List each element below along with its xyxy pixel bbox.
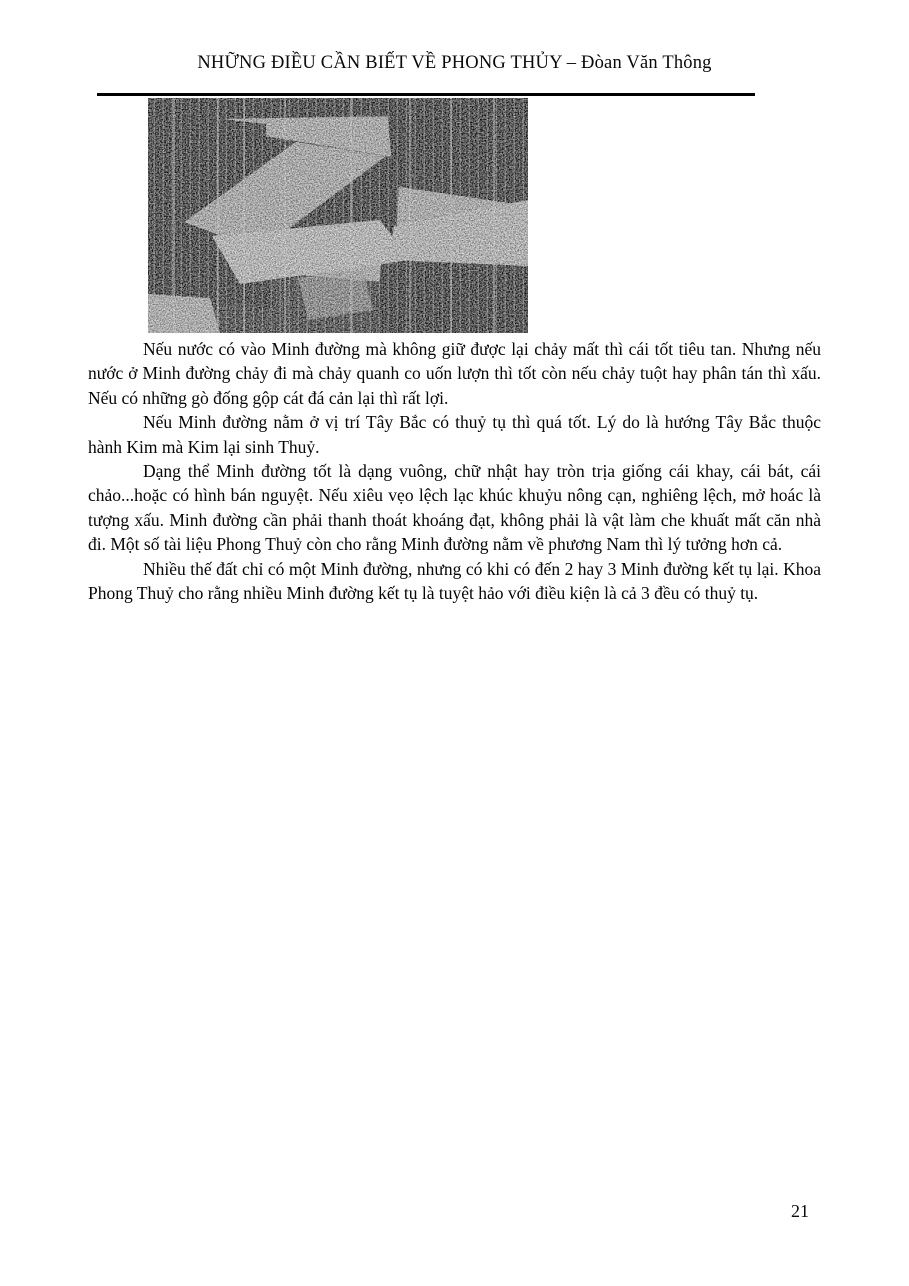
photo-image: [148, 98, 528, 333]
photo-figure: [148, 98, 528, 333]
paragraph-3: Dạng thể Minh đường tốt là dạng vuông, chữ nhật hay tròn trịa giống cái khay, cái bát, cái chảo...hoặc có hình bán nguyệt. Nếu xiêu vẹo lệch lạc khúc khuỷu nông cạn, nghiêng lệch, mở hoác là tượng xấu. Minh đường cần phải thanh thoát khoáng đạt, không phải là vật làm che khuất mất căn nhà đi. Một số tài liệu Phong Thuỷ còn cho rằng Minh đường nằm về phương Nam thì lý tưởng hơn cả.: [88, 461, 821, 555]
page-header-title: NHỮNG ĐIỀU CẦN BIẾT VỀ PHONG THỦY – Đòan Văn Thông: [197, 53, 712, 73]
paragraph-2: Nếu Minh đường nằm ở vị trí Tây Bắc có thuỷ tụ thì quá tốt. Lý do là hướng Tây Bắc thuộc hành Kim mà Kim lại sinh Thuỷ.: [88, 412, 821, 457]
header-divider: [97, 93, 755, 96]
paragraph-1: Nếu nước có vào Minh đường mà không giữ được lại chảy mất thì cái tốt tiêu tan. Nhưng nếu nước ở Minh đường chảy đi mà chảy quanh co uốn lượn thì tốt còn nếu chảy tuột hay phân tán thì xấu. Nếu có những gò đống gộp cát đá cản lại thì rất lợi.: [88, 339, 821, 408]
body-text: [88, 337, 821, 605]
paragraph-4: Nhiều thế đất chỉ có một Minh đường, nhưng có khi có đến 2 hay 3 Minh đường kết tụ lại. Khoa Phong Thuỷ cho rằng nhiều Minh đường kết tụ là tuyệt hảo với điều kiện là cả 3 đều có thuỷ tụ.: [88, 558, 821, 604]
page-number: 21: [791, 1201, 809, 1221]
